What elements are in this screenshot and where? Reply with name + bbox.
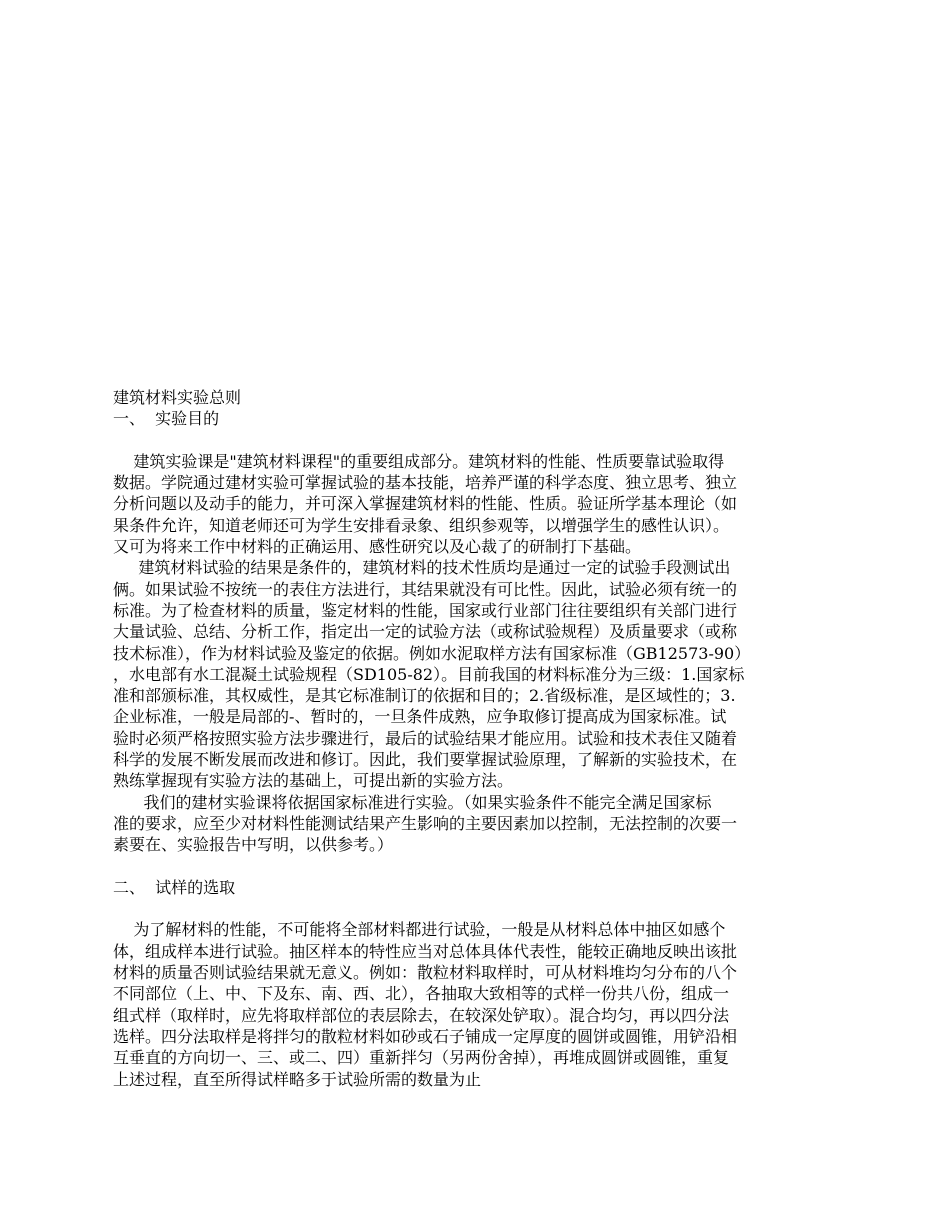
- text-line: 数据。学院通过建材实验可掌握试验的基本技能，培养严谨的科学态度、独立思考、独立: [113, 473, 738, 493]
- text-line: 不同部位（上、中、下及东、南、西、北），各抽取大致相等的式样一份共八份，组成一: [113, 984, 730, 1004]
- text-line: 标准。为了检查材料的质量，鉴定材料的性能，国家或行业部门往往要组织有关部门进行: [113, 600, 738, 620]
- text-line: 为了解材料的性能，不可能将全部材料都进行试验，一般是从材料总体中抽区如感个: [113, 920, 726, 940]
- text-line: 准和部颁标准，其权威性，是其它标准制订的依据和目的；2.省级标准，是区域性的；3.: [113, 686, 736, 706]
- text-line: 建筑实验课是"建筑材料课程"的重要组成部分。建筑材料的性能、性质要靠试验取得: [113, 451, 725, 471]
- text-line: 熟练掌握现有实验方法的基础上，可提出新的实验方法。: [113, 771, 514, 791]
- text-line: 技术标准），作为材料试验及鉴定的依据。例如水泥取样方法有国家标准（GB12573-90）: [113, 643, 751, 663]
- paragraph-purpose-3: [113, 792, 843, 856]
- text-line: 俩。如果试验不按统一的表住方法进行，其结果就没有可比性。因此，试验必须有统一的: [113, 579, 738, 599]
- section-heading-sampling: 二、 试样的选取: [113, 877, 236, 897]
- text-line: 科学的发展不断发展而改进和修订。因此，我们要掌握试验原理，了解新的实验技术，在: [113, 750, 738, 770]
- paragraph-purpose-1: [113, 451, 843, 557]
- text-line: 互垂直的方向切一、三、或二、四）重新拌匀（另两份舍掉），再堆成圆饼或圆锥，重复: [113, 1048, 730, 1068]
- text-line: 组式样（取样时，应先将取样部位的表层除去，在较深处铲取）。混合均匀，再以四分法: [113, 1005, 730, 1025]
- blank-line: [113, 898, 843, 919]
- text-line: 企业标准，一般是局部的-、暂时的，一旦条件成熟，应争取修订提高成为国家标准。试: [113, 707, 727, 727]
- text-line: ，水电部有水工混凝土试验规程（SD105-82）。目前我国的材料标准分为三级：1.国家标: [113, 664, 745, 684]
- blank-line: [113, 430, 843, 451]
- text-line: 大量试验、总结、分析工作，指定出一定的试验方法（或称试验规程）及质量要求（或称: [113, 622, 738, 642]
- text-line: 分析问题以及动手的能力，并可深入掌握建筑材料的性能、性质。验证所学基本理论（如: [113, 494, 738, 514]
- text-line: 材料的质量否则试验结果就无意义。例如：散粒材料取样时，可从材料堆均匀分布的八个: [113, 963, 738, 983]
- text-line: 素要在、实验报告中写明，以供参考。）: [113, 835, 394, 855]
- text-line: 准的要求，应至少对材料性能测试结果产生影响的主要因素加以控制，无法控制的次要一: [113, 813, 738, 833]
- section-heading-purpose: 一、 实验目的: [113, 409, 220, 429]
- document-title: 建筑材料实验总则: [113, 388, 242, 407]
- text-line: 我们的建材实验课将依据国家标准进行实验。（如果实验条件不能完全满足国家标: [113, 792, 712, 812]
- paragraph-purpose-2: [113, 557, 843, 791]
- text-line: 选样。四分法取样是将拌匀的散粒材料如砂或石子铺成一定厚度的圆饼或圆锥，用铲沿相: [113, 1026, 738, 1046]
- document-page: [113, 387, 843, 1090]
- text-line: 果条件允许，知道老师还可为学生安排看录象、组织参观等，以增强学生的感性认识）。: [113, 515, 730, 535]
- text-line: 体，组成样本进行试验。抽区样本的特性应当对总体具体代表性，能较正确地反映出该批: [113, 941, 738, 961]
- text-line: 又可为将来工作中材料的正确运用、感性研究以及心裁了的研制打下基础。: [113, 537, 642, 557]
- paragraph-sampling-1: [113, 919, 843, 1089]
- text-line: 验时必须严格按照实验方法步骤进行，最后的试验结果才能应用。试验和技术表住又随着: [113, 728, 738, 748]
- text-line: 建筑材料试验的结果是条件的，建筑材料的技术性质均是通过一定的试验手段测试出: [113, 558, 731, 578]
- text-line: 上述过程，直至所得试样略多于试验所需的数量为止: [113, 1069, 482, 1089]
- blank-line: [113, 856, 843, 877]
